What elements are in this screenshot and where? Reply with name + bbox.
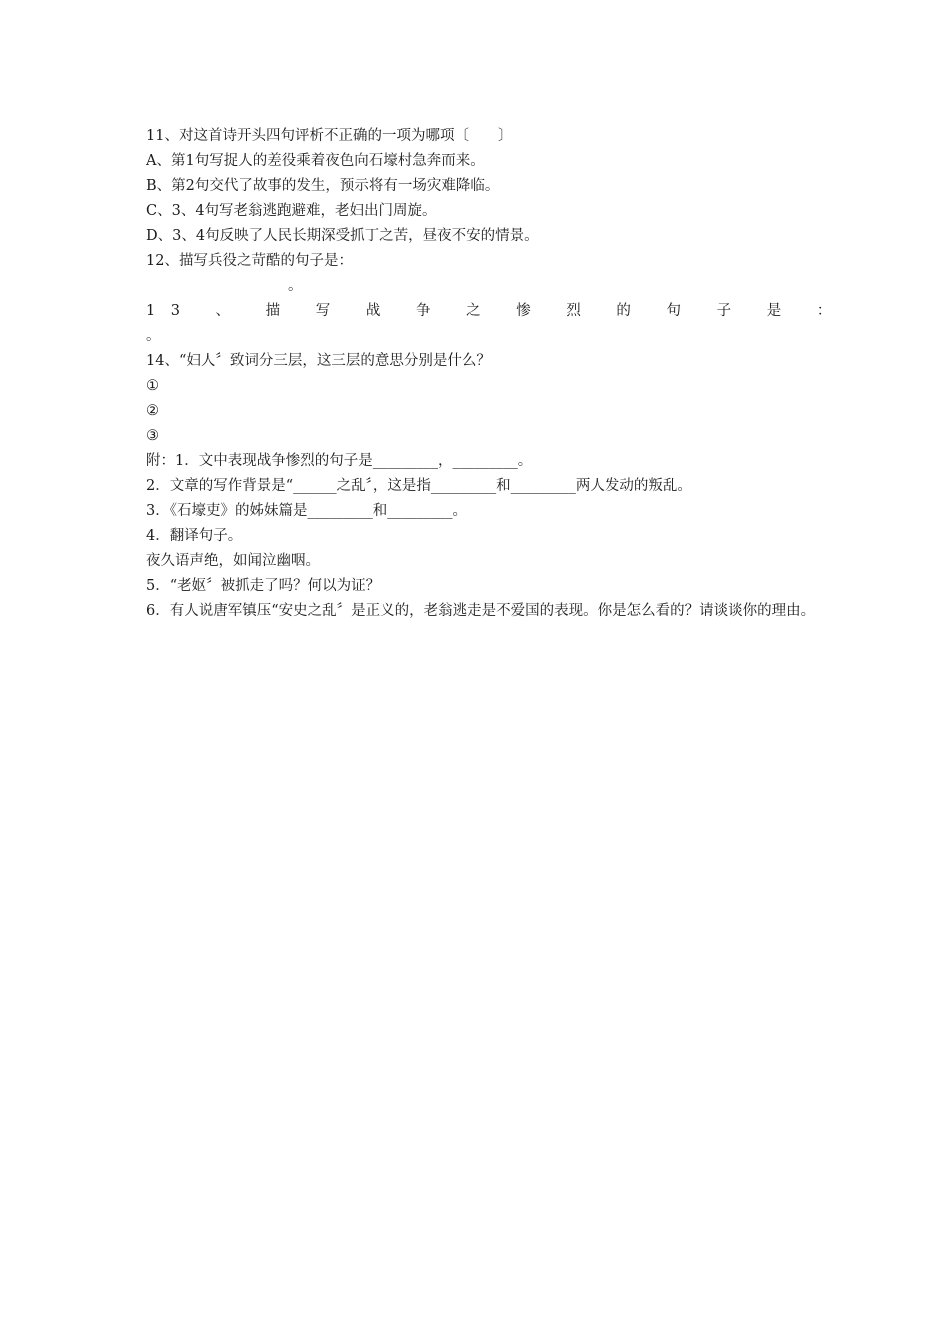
question-11-option-c: C、3、4句写老翁逃跑避难，老妇出门周旋。 [146,203,437,219]
question-13: 13 、 描 写 战 争 之 惨 烈 的 句 子 是 ： [146,303,847,319]
question-12-answer-end: 。 [288,278,303,294]
appendix-item-6: 6．有人说唐军镇压“安史之乱〞是正义的，老翁逃走是不爱国的表现。你是怎么看的？请谈谈你的理由。 [146,603,816,619]
appendix-item-4: 4．翻译句子。 [146,528,243,544]
appendix-item-1: 附：1．文中表现战争惨烈的句子是_________，_________。 [146,453,533,469]
appendix-item-3: 3．《石壕吏》的姊妹篇是_________和_________。 [146,503,467,519]
question-12: 12、描写兵役之苛酷的句子是： [146,253,353,269]
appendix-item-5: 5．“老妪〞被抓走了吗？何以为证？ [146,578,381,594]
question-11-option-d: D、3、4句反映了人民长期深受抓丁之苦，昼夜不安的情景。 [146,228,539,244]
question-13-answer-end: 。 [146,328,161,344]
question-11: 11、对这首诗开头四句评析不正确的一项为哪项〔 〕 [146,128,513,144]
question-11-option-a: A、第1句写捉人的差役乘着夜色向石壕村急奔而来。 [146,153,485,169]
question-14: 14、“妇人〞致词分三层，这三层的意思分别是什么？ [146,353,491,369]
question-14-layer-1: ① [146,378,159,394]
appendix-item-2: 2．文章的写作背景是“______之乱〞，这是指_________和_________两人发动的叛乱。 [146,478,692,494]
question-11-option-b: B、第2句交代了故事的发生，预示将有一场灾难降临。 [146,178,500,194]
appendix-item-4-sentence: 夜久语声绝，如闻泣幽咽。 [146,553,320,569]
question-14-layer-3: ③ [146,428,159,444]
question-14-layer-2: ② [146,403,159,419]
document-page [146,124,847,624]
